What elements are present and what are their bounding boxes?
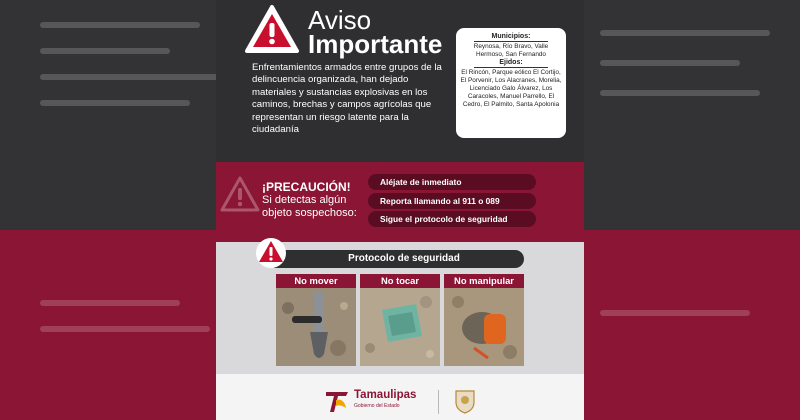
panel-label: No manipular <box>444 274 524 288</box>
step-pill: Sigue el protocolo de seguridad <box>368 211 536 227</box>
brand-name: Tamaulipas <box>354 389 417 401</box>
photo-panel-no-manipular <box>444 274 524 366</box>
background-blur-stripe <box>600 310 750 316</box>
tamaulipas-logo-icon <box>324 388 350 414</box>
precaution-title: ¡PRECAUCIÓN! <box>262 180 351 194</box>
title-line-1: Aviso <box>308 5 372 35</box>
municipios-list: Reynosa, Río Bravo, Valle Hermoso, San Fernando <box>473 43 549 58</box>
poster-footer <box>216 374 584 420</box>
precaution-subtitle: Si detectas algún objeto sospechoso: <box>262 194 357 219</box>
brand-subtitle: Gobierno del Estado <box>354 403 400 409</box>
background-blur-stripe <box>40 100 190 106</box>
background-blur-stripe <box>40 74 220 80</box>
poster-header <box>216 0 584 162</box>
warning-icon <box>244 4 300 54</box>
ejidos-heading: Ejidos: <box>474 59 548 68</box>
explosive-device-photo <box>276 288 356 366</box>
title-line-2: Importante <box>308 29 443 59</box>
panel-label: No tocar <box>360 274 440 288</box>
photo-panel-no-tocar <box>360 274 440 366</box>
intro-text: Enfrentamientos armados entre grupos de la delincuencia organizada, han dejado materiales y sustancias explosivas en los caminos, brechas y campos agrícolas que representan un riesgo latente para la ciudadanía <box>252 62 442 136</box>
warning-icon <box>220 176 260 212</box>
background-blur-stripe <box>40 300 180 306</box>
precaution-section <box>216 162 584 242</box>
background-blur-stripe <box>40 22 200 28</box>
notice-poster <box>216 0 584 420</box>
step-pill: Reporta llamando al 911 o 089 <box>368 193 536 209</box>
protocol-section <box>216 242 584 374</box>
explosive-device-photo <box>360 288 440 366</box>
protocol-title: Protocolo de seguridad <box>274 250 524 268</box>
warning-icon <box>254 236 288 268</box>
state-seal-icon <box>454 388 476 414</box>
background-blur-stripe <box>40 48 170 54</box>
locations-card <box>456 28 566 138</box>
background-blur-stripe <box>600 30 770 36</box>
municipios-heading: Municipios: <box>474 33 548 42</box>
background-blur-stripe <box>40 326 210 332</box>
step-pill: Aléjate de inmediato <box>368 174 536 190</box>
explosive-device-photo <box>444 288 524 366</box>
background-blur-stripe <box>600 90 760 96</box>
panel-label: No mover <box>276 274 356 288</box>
background-blur-stripe <box>600 60 740 66</box>
photo-panel-no-mover <box>276 274 356 366</box>
footer-divider <box>438 390 439 414</box>
ejidos-list: El Rincón, Parque eólico El Cortijo, El Porvenir, Los Alacranes, Morelia, Licenciado Galo Álvarez, Los Caracoles, Manuel Parrello, El Cedro, El Palmito, Santa Apolonia <box>460 69 562 108</box>
